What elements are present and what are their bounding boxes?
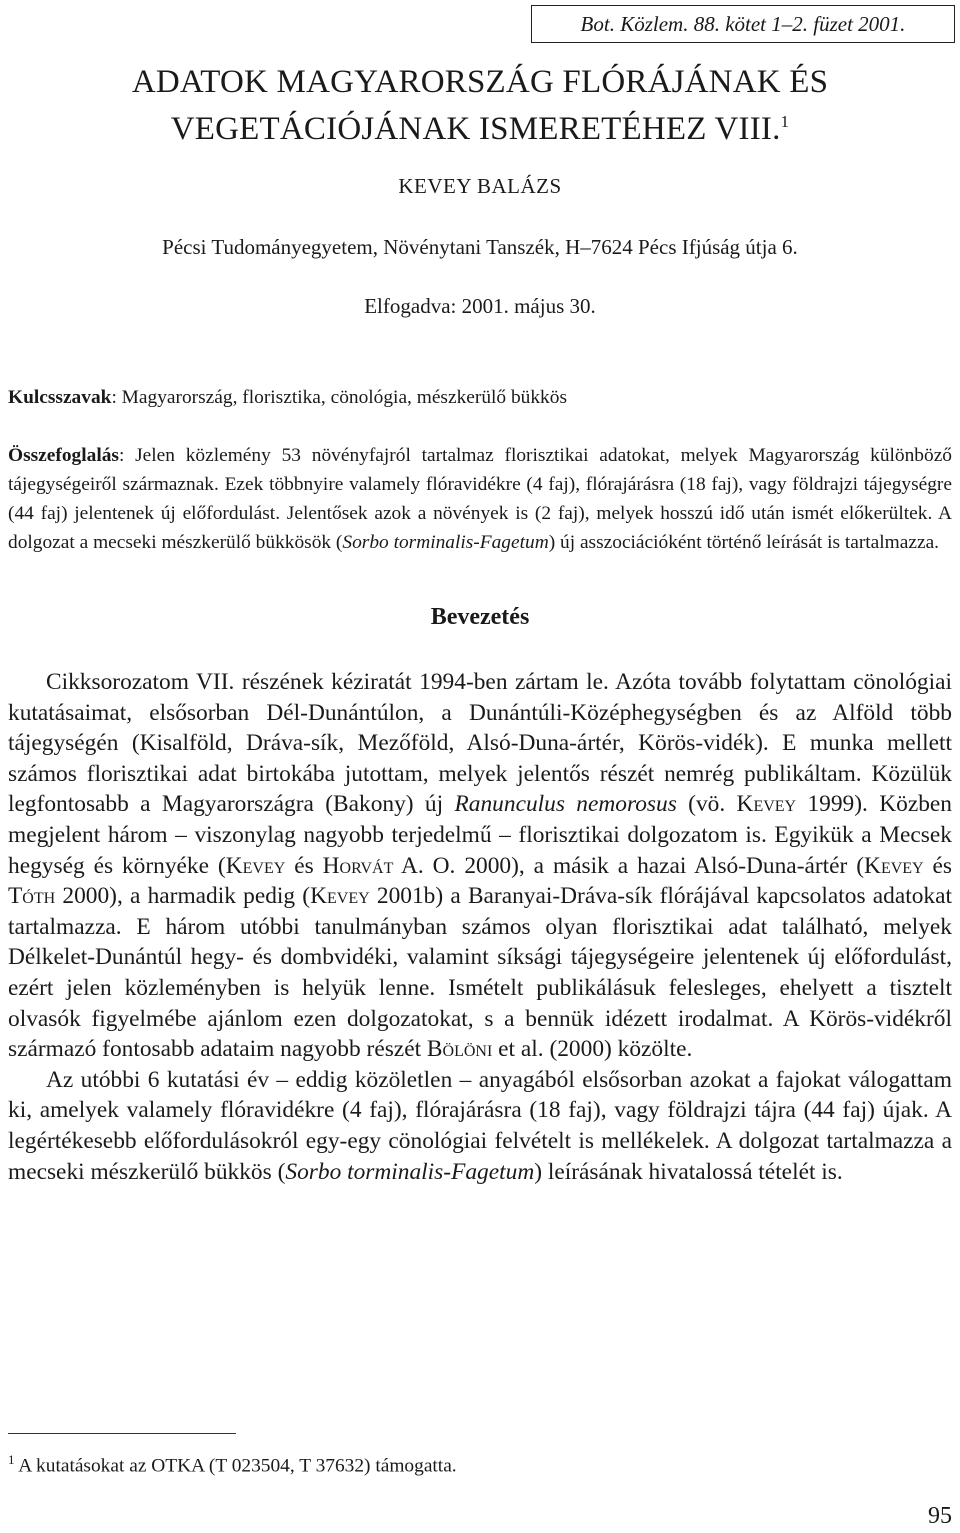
body-text-span: és	[923, 852, 953, 879]
title-footnote-mark: 1	[780, 112, 790, 131]
body-text-span: 2000), a harmadik pedig (	[55, 883, 311, 910]
footnote-text: A kutatásokat az OTKA (T 023504, T 37632) támogatta.	[14, 1455, 457, 1477]
body-text-span: (vö.	[676, 791, 737, 818]
author-affiliation: Pécsi Tudományegyetem, Növénytani Tanszék, H–7624 Pécs Ifjúság útja 6.	[162, 235, 798, 259]
body-text-span: és	[285, 852, 323, 879]
body-paragraph-2	[8, 1065, 952, 1187]
taxon-name: Sorbo torminalis-Fagetum	[285, 1158, 535, 1185]
body-text	[8, 667, 952, 1187]
accepted-date: Elfogadva: 2001. május 30.	[364, 294, 596, 318]
body-text-span: Cikksorozatom VII. részének kéziratát 1994-ben zártam le. Azóta tovább folytattam cönológiai kutatásaimat, elsősorban Dél-Dunántúlon, a Dunántúli-Középhegységben és az Alföld több tájegységén (Kisalföld, Dráva-sík, Mezőföld, Alsó-Duna-ártér, Körös-vidék). E munka mellett számos florisztikai adat birtokába jutottam, melyek jelentős részét nemrég publikáltam. Közülük legfontosabb a Magyarországra (Bakony) új	[8, 669, 952, 818]
journal-reference	[531, 5, 955, 43]
abstract-text-1: : Jelen közlemény 53 növényfajról tartalmaz florisztikai adatokat, melyek Magyarország különböző tájegységeiről származnak. Ezek többnyire valamely flóravidékre (4 faj), flórajárásra (18 faj), vagy földrajzi tájegységre (44 faj) jelentenek új előfordulást. Jelentősek azok a növények is (2 faj), melyek hosszú idő után ismét előkerültek. A dolgozat a mecseki mészkerülő bükkösök (	[8, 445, 952, 553]
title-line-2-text: VEGETÁCIÓJÁNAK ISMERETÉHEZ VIII.	[170, 111, 781, 147]
cited-author: Kevey	[225, 852, 286, 879]
footnote-divider	[8, 1433, 236, 1434]
title-line-1: ADATOK MAGYARORSZÁG FLÓRÁJÁNAK ÉS	[131, 64, 829, 100]
cited-author: Kevey	[864, 852, 924, 879]
author-name: KEVEY BALÁZS	[398, 174, 562, 198]
abstract-taxon: Sorbo torminalis-Fagetum	[342, 532, 549, 553]
journal-reference-text: Bot. Közlem. 88. kötet 1–2. füzet 2001.	[580, 11, 906, 36]
taxon-name: Ranunculus nemorosus	[454, 791, 677, 818]
keywords-text: : Magyarország, florisztika, cönológia, mészkerülő bükkös	[111, 387, 567, 408]
cited-author: Kevey	[310, 883, 370, 910]
abstract	[8, 441, 952, 557]
body-text-span: ) leírásának hivatalossá tételét is.	[534, 1158, 843, 1185]
title-line-2	[0, 102, 960, 149]
body-paragraph-1	[8, 667, 952, 1065]
body-text-span: A. O. 2000), a másik a hazai Alsó-Duna-ártér (	[393, 852, 865, 879]
page-number: 95	[928, 1503, 952, 1529]
article-title	[0, 62, 960, 149]
footnote	[8, 1452, 457, 1477]
keywords-label: Kulcsszavak	[8, 387, 112, 408]
cited-author: Tóth	[8, 883, 56, 910]
abstract-text-2: ) új asszociációként történő leírását is tartalmazza.	[548, 532, 940, 553]
section-heading: Bevezetés	[430, 604, 530, 630]
cited-author: Horvát	[322, 852, 394, 879]
abstract-paragraph	[8, 441, 952, 557]
body-text-span: 1999). Közben megjelent három – viszonylag nagyobb terjedelmű – florisztikai dolgozatom is. Egyikük a Mecsek hegység és környéke (	[8, 791, 952, 879]
keywords	[8, 383, 952, 412]
abstract-label: Összefoglalás	[8, 445, 119, 466]
body-text-span: 2001b) a Baranyai-Dráva-sík flórájával kapcsolatos adatokat tartalmazza. E három utóbbi tanulmányban számos olyan florisztikai adat található, melyek Délkelet-Dunántúl hegy- és dombvidéki, valamint síksági tájegységeire jelentenek új előfordulást, ezért jelen közleményben is helyük lenne. Ismételt publikálásuk felesleges, ehelyett a tisztelt olvasók figyelmébe ajánlom ezen dolgozatokat, s a bennük idézett irodalmat. A Körös-vidékről származó fontosabb adataim nagyobb részét	[8, 883, 952, 1063]
cited-author: Bölöni	[426, 1036, 493, 1063]
cited-author: Kevey	[736, 791, 797, 818]
body-text-span: Az utóbbi 6 kutatási év – eddig közöletlen – anyagából elsősorban azokat a fajokat válogattam ki, amelyek valamely flóravidékre (4 faj), flórajárásra (18 faj), vagy földrajzi tájra (44 faj) újak. A legértékesebb előfordulásokról egy-egy cönológiai felvételt is mellékelek. A dolgozat tartalmazza a mecseki mészkerülő bükkös (	[8, 1066, 952, 1185]
body-text-span: et al. (2000) közölte.	[492, 1036, 693, 1063]
footnote-mark: 1	[8, 1452, 15, 1467]
